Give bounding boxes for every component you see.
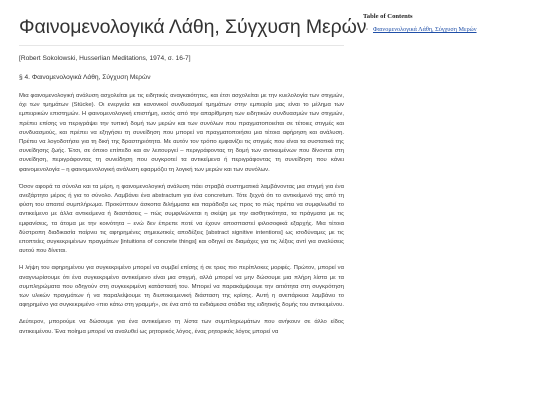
toc-sidebar [363,12,528,34]
page-title: Φαινομενολογικά Λάθη, Σύγχυση Μερών [19,16,367,38]
bullet-icon: ◦ [366,26,369,33]
toc-link[interactable]: Φαινομενολογικά Λάθη, Σύγχυση Μερών [373,26,477,33]
section-heading: § 4. Φαινομενολογικά Λάθη, Σύγχυση Μερών [19,74,151,81]
paragraph: Μια φαινομενολογική ανάλυση ασχολείται με τις ειδητικές αναγκαιότητες, και έτσι ασχολείται με την κυελολογία των στιγμών, όχι των τμημάτων (Stücke). Οι ενεργεία και κανονικοί συνδυασμοί τμημάτων στην εμπειρία μας είναι το μέλημα των εμπειρικών επιστημών. Η φαινομενολογική επιστήμη, εκτός από την απαρίθμηση των ειδητικών συνδυασμών των στιγμών, πρέπει επίσης να περιγράψει την τυπική δομή των μερών και των συνόλων που πραγματοποιείται σε τέτοιες στιγμές και συνδυασμούς, και πρέπει να εξηγήσει τη συνείδηση που μπορεί να πραγματοποιήσει μια τέτοια αφήρηση και ανάλυση. Πρέπει να λογοδοτήσει για τη δική της δραστηριότητα. Με αυτόν τον τρόπο εμφανίζει τις στιγμές που είναι τα συστατικά της συνείδησης ζωής. Έτσι, σε όποιο επίπεδο και αν λειτουργεί – περιγράφοντας τη δομή των αντικειμένων που δίνονται στη συνείδηση, περιγράφοντας τη συνείδηση που συγκροτεί τα αντικείμενα ή περιγράφοντας τη συνείδηση που κάνει φαινομενολογία – η φαινομενολογική ανάλυση εφαρμόζει τη λογική των μερών και των συνόλων. [19,93,344,173]
citation: [Robert Sokolowski, Husserlian Meditations, 1974, σ. 16-7] [19,55,191,62]
paragraph: Η λήψη του αφηρημένου για συγκεκριμένο μπορεί να συμβεί επίσης ή σε τρεις πιο περίπλοκες μορφές. Πρώτον, μπορεί να αναγνωρίσουμε ότι ένα συγκεκριμένο αντικείμενο είναι μια στιγμή, αλλά μπορεί να μην δώσουμε μια πλήρη λίστα με τα συμπληρώματα που οδηγούν στη συγκεκριμένη κατάστασή του. Μπορεί να παρακάμψουμε την αιτιότητα στη συγκρότηση των υλικών πραγμάτων ή να παραλείψουμε τη διυποκειμενική διάσταση της κρίσης. Αυτή η ανεπάρκεια λαμβάνει το αφηρημένο για συγκεκριμένο «πιο κάτω στη γραμμή», σε ένα από τα ενδιάμεσα στάδια της ειδητικής δομής του αντικειμένου. [19,265,344,309]
toc-list [363,25,528,34]
article [19,0,367,345]
toc-title: Table of Contents [363,13,413,20]
toc-item [366,25,528,34]
paragraph: Όσον αφορά τα σύνολα και τα μέρη, η φαινομενολογική ανάλυση πάει στραβά συστηματικά λαμβάνοντας μια στιγμή για ένα ανεξάρτητο μέρος ή για το σύνολο. Λαμβάνει ένα abstractum για ένα concretum. Τότε ξεχνά ότι το αντικείμενό της από τη φύση του απαιτεί συμπλήρωμα. Προκύπτουν άσκοπα διλήμματα και παράδοξα ως προς το πώς πρέπει να συμφιλιωθεί το αντικείμενο με άλλα αντικείμενα ή διαστάσεις – πώς συμφιλιώνεται η σκέψη με την αισθητικότητα, τα πράγματα με τις εμφανίσεις, τα άτομα με την κοινότητα – ενώ δεν έπρεπε ποτέ να έχουν αποσπαστεί φιλοσοφικά εξαρχής. Μια τέτοια δύστροπη διαδικασία παίρνει τις αφηρημένες σημειωτικές αποδέξεις [abstract signitive intentions] ως ισοδύναμες με τις εποπτείες συγκεκριμένων πραγμάτων [intuitions of concrete things] και οδηγεί σε διαμάχες για τις λέξεις αντί για αναλύσεις αυτού που δίνεται. [19,183,344,255]
title-divider [19,45,344,46]
paragraph: Δεύτερον, μπορούμε να δώσουμε για ένα αντικείμενο τη λίστα των συμπληρωμάτων που ανήκουν σε άλλο είδος αντικειμένου. Ένα ποίημα μπορεί να αναλυθεί ως ρητορικός λόγος, ένας ρητορικός λόγος μπορεί να [19,319,344,335]
